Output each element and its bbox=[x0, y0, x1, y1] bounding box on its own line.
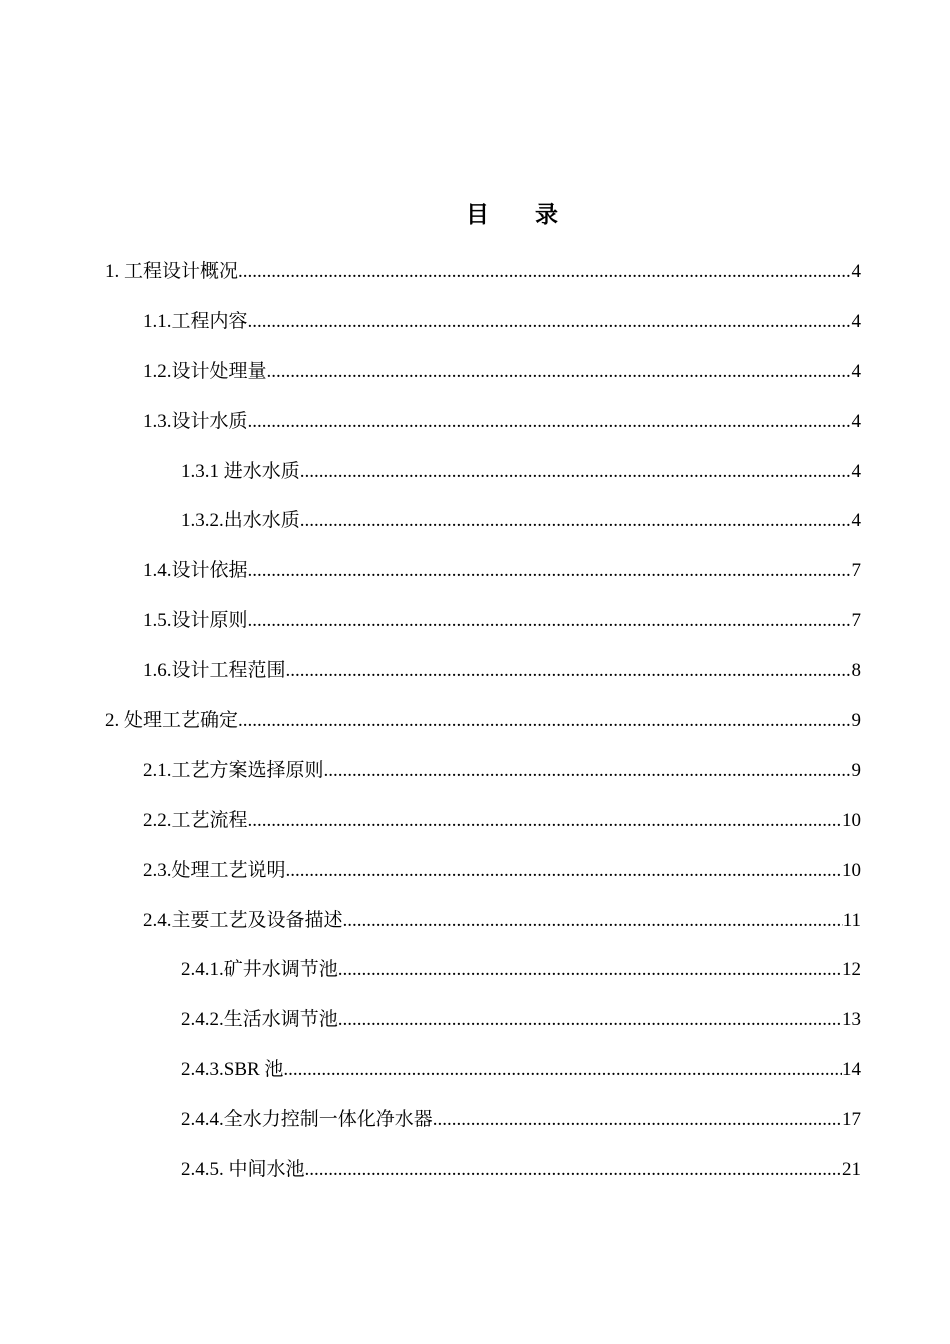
toc-dot-leader bbox=[238, 702, 851, 740]
toc-entry-title: 1.6.设计工程范围 bbox=[143, 660, 286, 682]
toc-dot-leader bbox=[267, 353, 852, 391]
toc-dot-leader bbox=[324, 752, 852, 790]
toc-dot-leader bbox=[338, 1001, 842, 1039]
toc-entry-title: 2.4.3.SBR 池 bbox=[181, 1059, 284, 1081]
toc-entry-title: 1. 工程设计概况 bbox=[105, 261, 239, 282]
toc-dot-leader bbox=[248, 403, 852, 441]
toc-entry-title: 1.3.1 进水水质 bbox=[181, 460, 300, 482]
toc-dot-leader bbox=[238, 253, 851, 291]
toc-dot-leader bbox=[248, 552, 852, 590]
toc-entry-title: 1.3.2.出水水质 bbox=[181, 510, 300, 532]
toc-entry[interactable] bbox=[0, 1051, 950, 1101]
toc-page-number: 7 bbox=[851, 610, 861, 632]
toc-entry[interactable] bbox=[0, 502, 950, 552]
toc-dot-leader bbox=[248, 602, 852, 640]
toc-entry[interactable] bbox=[0, 403, 950, 453]
toc-page-number: 7 bbox=[851, 560, 861, 582]
toc-entry-title: 2.4.1.矿井水调节池 bbox=[181, 959, 338, 981]
toc-dot-leader bbox=[300, 502, 852, 540]
toc-entry[interactable] bbox=[0, 702, 950, 752]
toc-dot-leader bbox=[286, 652, 852, 690]
toc-page-number: 9 bbox=[851, 710, 861, 732]
toc-entry[interactable] bbox=[0, 652, 950, 702]
toc-entry[interactable] bbox=[0, 1001, 950, 1051]
toc-page-number: 4 bbox=[851, 360, 861, 382]
toc-entry-title: 2. 处理工艺确定 bbox=[105, 710, 239, 732]
toc-page-number: 14 bbox=[842, 1059, 861, 1081]
toc-entry-title: 1.1.工程内容 bbox=[143, 310, 248, 332]
toc-page-number: 13 bbox=[842, 1009, 861, 1031]
toc-page-number: 8 bbox=[851, 660, 861, 682]
toc-entry-title: 1.2.设计处理量 bbox=[143, 360, 267, 382]
toc-page-number: 4 bbox=[851, 261, 861, 282]
table-of-contents bbox=[0, 253, 950, 1201]
toc-entry-title: 1.5.设计原则 bbox=[143, 610, 248, 632]
toc-entry[interactable] bbox=[0, 602, 950, 652]
toc-entry[interactable] bbox=[0, 951, 950, 1001]
toc-entry-title: 2.4.主要工艺及设备描述 bbox=[143, 909, 343, 931]
toc-page-number: 11 bbox=[842, 909, 861, 931]
toc-entry[interactable] bbox=[0, 453, 950, 503]
toc-dot-leader bbox=[300, 453, 852, 491]
toc-dot-leader bbox=[286, 852, 842, 890]
toc-page-number: 4 bbox=[851, 460, 861, 482]
toc-entry[interactable] bbox=[0, 1101, 950, 1151]
toc-entry[interactable] bbox=[0, 552, 950, 602]
toc-page-number: 4 bbox=[851, 310, 861, 332]
toc-page-number: 17 bbox=[842, 1109, 861, 1131]
toc-entry-title: 2.3.处理工艺说明 bbox=[143, 859, 286, 881]
toc-dot-leader bbox=[283, 1051, 842, 1089]
toc-page-number: 10 bbox=[842, 859, 861, 881]
toc-entry[interactable] bbox=[0, 752, 950, 802]
toc-entry-title: 1.3.设计水质 bbox=[143, 410, 248, 432]
toc-entry[interactable] bbox=[0, 253, 950, 303]
toc-entry-title: 2.4.5. 中间水池 bbox=[181, 1159, 305, 1181]
toc-page-number: 10 bbox=[842, 809, 861, 831]
toc-dot-leader bbox=[248, 303, 852, 341]
toc-dot-leader bbox=[433, 1101, 842, 1139]
toc-page-number: 21 bbox=[842, 1159, 861, 1181]
toc-entry[interactable] bbox=[0, 802, 950, 852]
toc-entry[interactable] bbox=[0, 1151, 950, 1201]
toc-entry-title: 2.2.工艺流程 bbox=[143, 809, 248, 831]
toc-entry[interactable] bbox=[0, 902, 950, 952]
toc-page-number: 4 bbox=[851, 410, 861, 432]
toc-entry[interactable] bbox=[0, 353, 950, 403]
toc-title: 目 录 bbox=[466, 202, 558, 227]
toc-dot-leader bbox=[305, 1151, 842, 1189]
toc-dot-leader bbox=[338, 951, 842, 989]
toc-dot-leader bbox=[248, 802, 842, 840]
toc-entry-title: 2.4.2.生活水调节池 bbox=[181, 1009, 338, 1031]
toc-entry-title: 2.4.4.全水力控制一体化净水器 bbox=[181, 1109, 433, 1131]
toc-page-number: 9 bbox=[851, 759, 861, 781]
toc-entry[interactable] bbox=[0, 303, 950, 353]
toc-dot-leader bbox=[343, 902, 843, 940]
toc-entry-title: 1.4.设计依据 bbox=[143, 560, 248, 582]
toc-page-number: 12 bbox=[842, 959, 861, 981]
toc-entry-title: 2.1.工艺方案选择原则 bbox=[143, 759, 324, 781]
toc-page-number: 4 bbox=[851, 510, 861, 532]
toc-entry[interactable] bbox=[0, 852, 950, 902]
